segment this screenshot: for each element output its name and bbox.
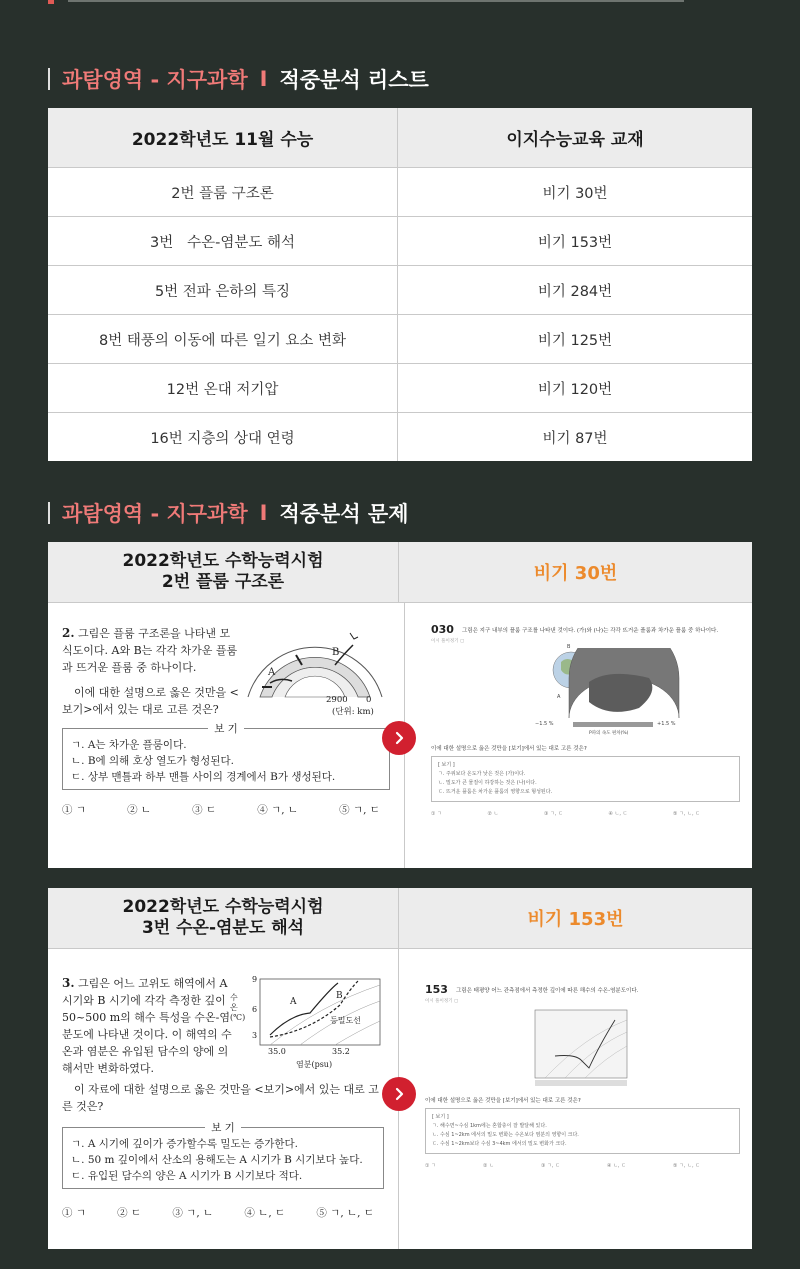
question-text: 그림은 플룸 구조론을 나타낸 모식도이다. A와 B는 각각 차가운 플룸과 뜨거운 플룸 중 하나이다. <box>62 627 238 674</box>
table-row <box>48 314 752 363</box>
exam-question-panel <box>48 603 405 868</box>
table-cell: 비기 30번 <box>542 185 608 202</box>
fig-isoline-label: 등밀도선 <box>330 1016 361 1025</box>
fig-x-tick: 35.0 <box>268 1047 286 1056</box>
card-left-title-line2: 2번 플룸 구조론 <box>161 572 285 592</box>
bogi-title-row <box>63 721 389 736</box>
next-arrow-button[interactable] <box>382 721 416 755</box>
question-top <box>62 625 390 718</box>
fig-x-axis-label: 염분(psu) <box>296 1060 333 1069</box>
question-prompt: 이에 대한 설명으로 옳은 것만을 <보기>에서 있는 대로 고른 것은? <box>62 686 239 716</box>
fig-x-tick: 35.2 <box>332 1047 350 1056</box>
fig-unit: (단위: km) <box>332 707 374 717</box>
textbook-question-line <box>425 983 740 996</box>
textbook-fig-label-b: B <box>567 644 571 650</box>
section-separator: I <box>259 501 268 525</box>
textbook-note: 이시 풀이정기 ▢ <box>431 639 465 644</box>
card-left-title-line2: 3번 수온-염분도 해석 <box>141 918 305 938</box>
fig-depth-2900: 2900 <box>326 695 348 705</box>
card-left-title <box>48 542 399 602</box>
textbook-question-number: 030 <box>431 623 454 636</box>
section-rest: 적중분석 문제 <box>279 502 409 526</box>
choice: ③ ㄱ, ㄴ <box>172 1207 214 1219</box>
ts-figure <box>232 975 384 1075</box>
card-header <box>48 542 752 603</box>
textbook-question-text: 그림은 지구 내부의 플룸 구조를 나타낸 것이다. (가)와 (나)는 각각 뜨거운 플룸과 차가운 플룸 중 하나이다. <box>461 627 719 634</box>
title-bar <box>48 502 50 524</box>
card-left-title <box>48 888 399 948</box>
textbook-choice: ① ㄱ <box>431 811 442 817</box>
plume-figure <box>240 625 390 718</box>
textbook-choice: ① ㄱ <box>425 1163 436 1169</box>
textbook-choice: ⑤ ㄱ, ㄴ, ㄷ <box>673 1163 700 1169</box>
question-text: 그림은 어느 고위도 해역에서 A 시기와 B 시기에 각각 측정한 깊이 50~500 m의 해수 특성을 수온-염분도에 나타낸 것이다. 이 해역의 수온과 염분은 유입된 담수의 양에 의해서만 변화하였다. <box>62 977 232 1075</box>
card-header <box>48 888 752 949</box>
card-body <box>48 603 752 868</box>
bogi-title-row <box>63 1120 383 1135</box>
textbook-fig-caption: P파의 속도 편차(%) <box>589 731 629 736</box>
table-cell: 8번 태풍의 이동에 따른 일기 요소 변화 <box>48 315 398 363</box>
textbook-note: 이시 풀이정기 ▢ <box>425 999 459 1004</box>
choice: ① ㄱ <box>62 804 86 816</box>
table-cell: 5번 전파 은하의 특징 <box>48 266 398 314</box>
textbook-bogi-item: ㄴ. 밀도가 큰 물질이 하강하는 것은 (나)이다. <box>438 780 537 786</box>
textbook-choice: ② ㄴ <box>487 811 499 817</box>
textbook-choice: ④ ㄴ, ㄷ <box>608 811 628 817</box>
choice: ④ ㄴ, ㄷ <box>244 1207 286 1219</box>
textbook-fig-scale-left: −1.5 % <box>535 721 554 727</box>
exam-question-panel <box>48 949 399 1249</box>
card-right-title: 비기 153번 <box>527 909 624 930</box>
bogi-item: ㄴ. 50 m 깊이에서 산소의 용해도는 A 시기가 B 시기보다 높다. <box>71 1154 363 1166</box>
textbook-question-panel <box>399 949 752 1249</box>
textbook-prompt: 이에 대한 설명으로 옳은 것만을 [보기]에서 있는 대로 고른 것은? <box>425 1098 581 1104</box>
textbook-choice: ③ ㄱ, ㄷ <box>544 811 563 817</box>
bogi-item: ㄴ. B에 의해 호상 열도가 형성된다. <box>71 755 234 767</box>
table-row <box>48 167 752 216</box>
title-bar <box>48 68 50 90</box>
textbook-question-text: 그림은 태평양 어느 관측점에서 측정한 깊이에 따른 해수의 수온-염분도이다. <box>455 987 639 994</box>
comparison-card-1 <box>48 542 752 868</box>
textbook-choices <box>431 810 740 817</box>
textbook-bogi-item: ㄱ. 해수면~수심 1km에는 혼합층이 잘 발달해 있다. <box>432 1123 547 1129</box>
fig-label-b: B <box>332 647 340 658</box>
table-header-cell: 2022학년도 11월 수능 <box>48 108 398 167</box>
table-header-cell: 이지수능교육 교재 <box>506 130 644 150</box>
table-cell: 비기 284번 <box>537 283 613 300</box>
hit-list-table <box>48 108 752 461</box>
choice: ④ ㄱ, ㄴ <box>257 804 299 816</box>
ts-diagram <box>240 975 390 1059</box>
question-text-block <box>62 625 240 718</box>
fig-y-axis-label: 수온(℃) <box>230 993 246 1022</box>
choice: ② ㄴ <box>127 804 152 816</box>
textbook-figure <box>535 644 689 738</box>
bogi-title: 보 기 <box>208 723 244 735</box>
choice: ① ㄱ <box>62 1207 86 1219</box>
fig-y-tick: 9 <box>252 975 258 984</box>
table-row <box>48 216 752 265</box>
choice: ③ ㄷ <box>192 804 217 816</box>
topbar-accent-mark <box>48 0 54 4</box>
table-cell: 12번 온대 저기압 <box>48 364 398 412</box>
textbook-question-panel <box>405 603 752 868</box>
table-cell: 3번 수온-염분도 해석 <box>48 217 398 265</box>
table-cell: 16번 지층의 상대 연령 <box>48 413 398 461</box>
textbook-choices <box>425 1162 740 1169</box>
table-row <box>48 412 752 461</box>
textbook-choice: ⑤ ㄱ, ㄴ, ㄷ <box>673 811 700 817</box>
textbook-choice: ③ ㄱ, ㄷ <box>541 1163 560 1169</box>
textbook-bogi-item: ㄷ. 수심 1~2km보다 수심 3~4km 에서의 밀도 변화가 크다. <box>432 1141 567 1147</box>
textbook-prompt: 이에 대한 설명으로 옳은 것만을 [보기]에서 있는 대로 고른 것은? <box>431 746 587 752</box>
question-number: 2. <box>62 626 75 640</box>
section-separator: I <box>259 67 268 91</box>
section-rest: 적중분석 리스트 <box>279 68 429 92</box>
answer-choices <box>62 1205 384 1220</box>
chevron-right-icon <box>391 730 407 746</box>
textbook-bogi-box <box>425 1108 740 1154</box>
table-header-row <box>48 108 752 167</box>
bogi-item: ㄷ. 상부 맨틀과 하부 맨틀 사이의 경계에서 B가 생성된다. <box>71 771 336 783</box>
textbook-choice: ② ㄴ <box>483 1163 494 1169</box>
fig-label-b: B <box>336 991 343 1001</box>
fig-y-tick: 3 <box>252 1031 258 1040</box>
card-body <box>48 949 752 1249</box>
table-cell: 비기 153번 <box>537 234 613 251</box>
question-text-block <box>62 975 232 1077</box>
choice: ② ㄷ <box>117 1207 142 1219</box>
fig-depth-0: 0 <box>366 695 372 705</box>
topbar-divider <box>68 0 684 2</box>
section-accent: 과탐영역 - 지구과학 <box>62 68 248 92</box>
fig-label-a: A <box>268 667 276 678</box>
textbook-bogi-box <box>431 756 740 802</box>
table-cell: 비기 125번 <box>537 332 613 349</box>
textbook-question-line <box>431 623 740 636</box>
bogi-box <box>62 723 390 790</box>
fig-y-tick: 6 <box>252 1005 258 1014</box>
bogi-item: ㄱ. A는 차가운 플룸이다. <box>71 739 187 751</box>
table-row <box>48 363 752 412</box>
table-cell: 2번 플룸 구조론 <box>48 168 398 216</box>
textbook-figure <box>525 1006 635 1090</box>
textbook-fig-label-a: A <box>557 694 561 700</box>
card-left-title-line1: 2022학년도 수학능력시험 <box>122 897 324 917</box>
bogi-item: ㄷ. 유입된 담수의 양은 A 시기가 B 시기보다 적다. <box>71 1170 303 1182</box>
answer-choices <box>62 802 390 817</box>
table-cell: 비기 87번 <box>542 430 608 447</box>
textbook-bogi-title: [ 보기 ] <box>438 762 455 768</box>
question-prompt: 이 자료에 대한 설명으로 옳은 것만을 <보기>에서 있는 대로 고른 것은? <box>62 1083 379 1113</box>
fig-label-a: A <box>290 997 297 1007</box>
question-number: 3. <box>62 976 75 990</box>
question-top <box>62 975 384 1077</box>
textbook-bogi-title: [ 보기 ] <box>432 1114 449 1120</box>
bogi-title: 보 기 <box>205 1122 241 1134</box>
comparison-card-2 <box>48 888 752 1249</box>
textbook-choice: ④ ㄴ, ㄷ <box>607 1163 626 1169</box>
next-arrow-button[interactable] <box>382 1077 416 1111</box>
textbook-question-number: 153 <box>425 983 448 996</box>
choice: ⑤ ㄱ, ㄷ <box>339 804 380 816</box>
textbook-bogi-item: ㄱ. 주위보다 온도가 낮은 것은 (가)이다. <box>438 771 526 777</box>
bogi-item: ㄱ. A 시기에 깊이가 증가할수록 밀도는 증가한다. <box>71 1138 299 1150</box>
table-row <box>48 265 752 314</box>
card-left-title-line1: 2022학년도 수학능력시험 <box>122 551 324 571</box>
section-title-problems <box>48 498 409 528</box>
section-title-list <box>48 64 429 94</box>
textbook-fig-scale-right: +1.5 % <box>657 721 676 727</box>
table-cell: 비기 120번 <box>537 381 613 398</box>
bogi-box <box>62 1122 384 1189</box>
section-accent: 과탐영역 - 지구과학 <box>62 502 248 526</box>
textbook-bogi-item: ㄷ. 뜨거운 플룸은 차가운 플룸의 영향으로 형성된다. <box>438 789 553 795</box>
chevron-right-icon <box>391 1086 407 1102</box>
textbook-ts-image <box>525 1006 635 1090</box>
card-right-title: 비기 30번 <box>533 563 618 584</box>
textbook-bogi-item: ㄴ. 수심 1~2km 에서의 밀도 변화는 수온보다 염분의 영향이 크다. <box>432 1132 579 1138</box>
choice: ⑤ ㄱ, ㄴ, ㄷ <box>316 1207 374 1219</box>
